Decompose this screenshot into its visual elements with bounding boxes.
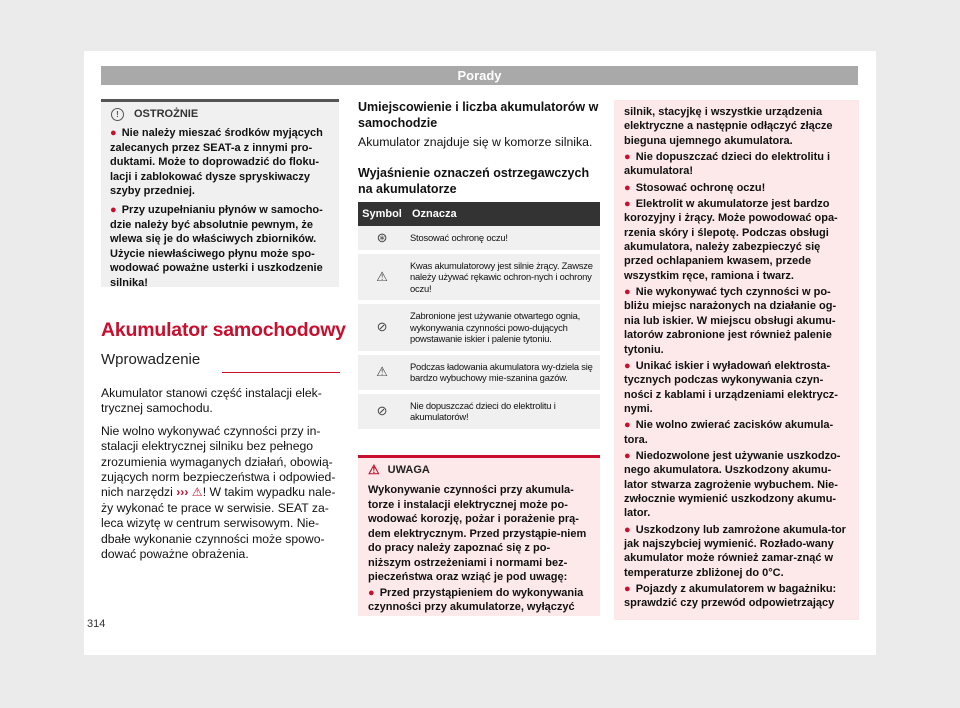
symbol-cell bbox=[358, 252, 406, 303]
meaning-cell: Podczas ładowania akumulatora wy-dziela się bardzo wybuchowy mie-szanina gazów. bbox=[406, 353, 600, 392]
warning-box bbox=[358, 455, 600, 616]
corrosive-icon: ⚠ bbox=[376, 268, 388, 284]
section-subtitle: Wprowadzenie bbox=[101, 351, 201, 368]
warning-bullet: ● Unikać iskier i wyładowań elektrosta-tycznych podczas wykonywania czyn-ności z kablami i urządzeniami elektrycz-nymi. bbox=[624, 359, 838, 415]
symbol-cell bbox=[358, 302, 406, 353]
bullet-icon: ● bbox=[624, 286, 631, 299]
bullet-icon: ● bbox=[624, 151, 631, 164]
meaning-cell: Nie dopuszczać dzieci do elektrolitu i akumulatorów! bbox=[406, 392, 600, 431]
warning-label: UWAGA bbox=[387, 463, 430, 476]
column-header: Oznacza bbox=[406, 202, 600, 226]
symbols-heading: Wyjaśnienie oznaczeń ostrzegawczych na akumulatorze bbox=[358, 166, 590, 196]
continued-text: silnik, stacyjkę i wszystkie urządzenia elektryczne a następnie odłączyć złącze bieguna ujemnego akumulatora. bbox=[624, 106, 833, 147]
table-row bbox=[358, 353, 600, 392]
meaning-cell: Kwas akumulatorowy jest silnie żrący. Zawsze należy używać rękawic ochron-nych i ochrony oczu! bbox=[406, 252, 600, 303]
intro-text bbox=[101, 386, 345, 569]
warning-bullet: ● Elektrolit w akumulatorze jest bardzo korozyjny i żrący. Może powodować opa-rzenia skóry i ślepotę. Podczas obsługi akumulatora, należy zabezpieczyć się przed ochlapaniem kwasem, przede wszystkim ręce, ramiona i twarz. bbox=[624, 198, 838, 282]
bullet-icon: ● bbox=[624, 583, 631, 595]
caution-box bbox=[101, 99, 339, 287]
warning-continued-box bbox=[614, 100, 859, 620]
caution-bullet: ● Nie należy mieszać środków myjących zalecanych przez SEAT-a z innymi pro-duktami. Może to doprowadzić do floku-lacji i zablokować dysze spryskiwaczy szyby przedniej. bbox=[110, 127, 323, 198]
warning-bullet: ● Przed przystąpieniem do wykonywania czynności przy akumulatorze, wyłączyć bbox=[368, 586, 584, 613]
warning-text: Wykonywanie czynności przy akumula-torze i instalacji elektrycznej może po-wodować korozję, pożar i porażenie prą-dem elektrycznym. Przed przystąpie-niem do pracy należy zapoznać się z po-niższym ostrzeżeniami i normami bez-pieczeństwa oraz wziąć je pod uwagę: bbox=[368, 484, 587, 583]
symbol-cell bbox=[358, 353, 406, 392]
symbol-cell bbox=[358, 226, 406, 252]
warning-bullet: ● Nie wykonywać tych czynności w po-bliżu miejsc narażonych na działanie og-nia lub iskier. W miejscu obsługi akumu-latorów zabronione jest również palenie tytoniu. bbox=[624, 286, 837, 356]
location-text: Akumulator znajduje się w komorze silnika. bbox=[358, 135, 593, 149]
intro-paragraph: Akumulator stanowi część instalacji elek-trycznej samochodu. bbox=[101, 386, 322, 416]
warning-triangle-icon: ⚠ bbox=[191, 485, 203, 500]
bullet-icon: ● bbox=[624, 449, 631, 462]
no-children-icon: ⊘ bbox=[376, 402, 388, 418]
warning-triangle-icon: ⚠ bbox=[368, 461, 380, 477]
table-row bbox=[358, 252, 600, 303]
warning-bullet: ● Niedozwolone jest używanie uszkodzo-nego akumulatora. Uszkodzony akumu-lator stwarza zagrożenie wybuchem. Nie-zwłocznie wymienić uszkodzony akumu-lator. bbox=[624, 449, 841, 520]
meaning-cell: Stosować ochronę oczu! bbox=[406, 226, 600, 252]
goggles-icon: ⊛ bbox=[376, 229, 388, 245]
bullet-icon: ● bbox=[624, 359, 631, 372]
warning-bullet: ● Stosować ochronę oczu! bbox=[624, 181, 766, 194]
bullet-icon: ● bbox=[624, 198, 631, 211]
warning-caption bbox=[368, 461, 590, 478]
table-header-row bbox=[358, 202, 600, 226]
column-header: Symbol bbox=[358, 202, 406, 226]
bullet-icon: ● bbox=[624, 523, 631, 536]
warning-bullet: ● Pojazdy z akumulatorem w bagażniku: sprawdzić czy przewód odpowietrzający bbox=[624, 583, 837, 610]
subtitle-rule bbox=[222, 372, 340, 373]
bullet-icon: ● bbox=[110, 127, 117, 139]
page-header: Porady bbox=[101, 66, 858, 85]
section-title: Akumulator samochodowy bbox=[101, 319, 346, 341]
warning-bullet: ● Uszkodzony lub zamrożone akumula-tor jak najszybciej wymienić. Rozłado-wany akumulator może również zamar-znąć w temperaturze zbliżonej do 0°C. bbox=[624, 523, 846, 579]
intro-paragraph: Nie wolno wykonywać czynności przy in-stalacji elektrycznej silniku bez pełnego zrozumienia wymaganych działań, obowią-zujących norm bezpieczeństwa i odpowied-nich narzędzi ››› ⚠! W takim wypadku nale-ży wykonać te prace w serwisie. SEAT za-leca wizytę w centrum serwisowym. Nie-dbałe wykonanie czynności może spowo-dować poważne obrażenia. bbox=[101, 423, 336, 562]
caution-caption bbox=[110, 106, 330, 122]
explosive-icon: ⚠ bbox=[376, 363, 388, 379]
table-row bbox=[358, 392, 600, 431]
warning-bullet: ● Nie wolno zwierać zacisków akumula-tora. bbox=[624, 419, 834, 446]
no-fire-icon: ⊘ bbox=[376, 319, 388, 334]
location-heading: Umiejscowienie i liczba akumulatorów w samochodzie bbox=[358, 100, 599, 130]
bullet-icon: ● bbox=[624, 181, 631, 194]
bullet-icon: ● bbox=[368, 586, 375, 599]
bullet-icon: ● bbox=[110, 203, 117, 216]
symbol-cell bbox=[358, 392, 406, 431]
caution-label: OSTROŻNIE bbox=[134, 108, 199, 120]
meaning-cell: Zabronione jest używanie otwartego ognia, wykonywania czynności powo-dujących powstawanie iskier i palenie tytoniu. bbox=[406, 302, 600, 353]
bullet-icon: ● bbox=[624, 419, 631, 432]
table-row bbox=[358, 226, 600, 252]
warning-bullet: ● Nie dopuszczać dzieci do elektrolitu i akumulatora! bbox=[624, 151, 831, 178]
caution-bullet: ● Przy uzupełnianiu płynów w samocho-dzie należy być absolutnie pewnym, że wlewa się je do właściwych zbiorników. Użycie niewłaściwego płynu może spo-wodować poważne usterki i uszkodzenie silnika! bbox=[110, 203, 323, 289]
table-row bbox=[358, 302, 600, 353]
symbol-table bbox=[358, 202, 600, 433]
info-circle-icon: ! bbox=[111, 108, 124, 121]
page-number: 314 bbox=[87, 618, 106, 630]
cross-reference-link[interactable]: ››› bbox=[176, 485, 189, 500]
